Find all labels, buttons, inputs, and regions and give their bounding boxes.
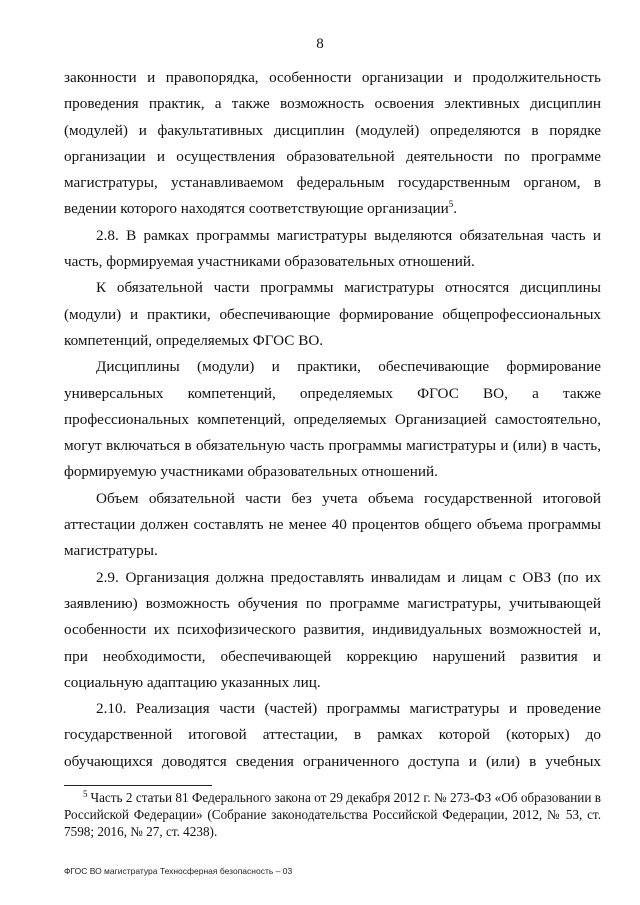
footnote-separator bbox=[64, 785, 212, 786]
body-text bbox=[64, 65, 601, 775]
footnote-text: Часть 2 статьи 81 Федерального закона от 29 декабря 2012 г. № 273-ФЗ «Об образовании в Российской Федерации» (Собрание законодательства Российской Федерации, 2012, № 53, ст. 7598; 2016, № 27, ст. 4238). bbox=[64, 790, 601, 839]
paragraph-2-8: 2.8. В рамках программы магистратуры выделяются обязательная часть и часть, формируемая участниками образовательных отношений. bbox=[64, 226, 601, 271]
paragraph-2-9: 2.9. Организация должна предоставлять инвалидам и лицам с ОВЗ (по их заявлению) возможность обучения по программе магистратуры, учитывающей особенности их психофизического развития, индивидуальных возможностей и, при необходимости, обеспечивающей коррекцию нарушений развития и социальную адаптацию указанных лиц. bbox=[64, 568, 601, 691]
paragraph-1-text: законности и правопорядка, особенности организации и продолжительность проведения практик, а также возможность освоения элективных дисциплин (модулей) и факультативных дисциплин (модулей) определяются в порядке организации и осуществления образовательной деятельности по программе магистратуры, устанавливаемом федеральным государственным органом, в ведении которого находятся соответствующие организации bbox=[64, 69, 601, 218]
page-number: 8 bbox=[316, 36, 324, 52]
footnote-reference: 5 bbox=[448, 199, 454, 210]
paragraph-volume: Объем обязательной части без учета объема государственной итоговой аттестации должен составлять не менее 40 процентов общего объема программы магистратуры. bbox=[64, 489, 601, 560]
paragraph-1: законности и правопорядка, особенности организации и продолжительность проведения практик, а также возможность освоения элективных дисциплин (модулей) и факультативных дисциплин (модулей) определяются в порядке организации и осуществления образовательной деятельности по программе магистратуры, устанавливаемом федеральным государственным органом, в ведении которого находятся соответствующие организации$^5$. bbox=[64, 69, 601, 218]
paragraph-2-10: 2.10. Реализация части (частей) программы магистратуры и проведение государственной итоговой аттестации, в рамках которой (которых) до обучающихся доводятся сведения ограниченного доступа и (или) в учебных bbox=[64, 700, 601, 770]
paragraph-mandatory-part: К обязательной части программы магистратуры относятся дисциплины (модули) и практики, обеспечивающие формирование общепрофессиональных компетенций, определяемых ФГОС ВО. bbox=[64, 279, 601, 349]
footnote-number: 5 bbox=[83, 788, 88, 799]
page-footer: ФГОС ВО магистратура Техносферная безопасность – 03 bbox=[64, 866, 293, 876]
footnote bbox=[64, 789, 601, 840]
paragraph-disciplines: Дисциплины (модули) и практики, обеспечивающие формирование универсальных компетенций, определяемых ФГОС ВО, а также профессиональных компетенций, определяемых Организацией самостоятельно, могут включаться в обязательную часть программы магистратуры и (или) в часть, формируемую участниками образовательных отношений. bbox=[64, 358, 601, 481]
